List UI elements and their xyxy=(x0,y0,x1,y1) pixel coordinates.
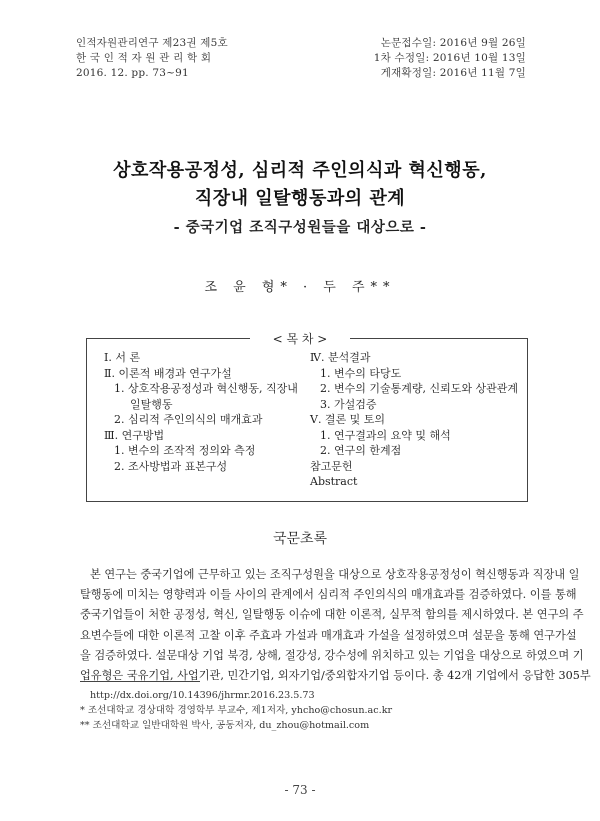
toc-item: 참고문헌 xyxy=(310,459,353,473)
abstract-line: 본 연구는 중국기업에 근무하고 있는 조직구성원을 대상으로 상호작용공정성이 혁신행동과 직장내 일 xyxy=(90,568,580,581)
toc-title: < 목 차 > xyxy=(250,330,350,347)
abstract-line: 요변수들에 대한 이론적 고찰 이후 주효과 가설과 매개효과 가설을 설정하였으며 설문을 통해 연구가설 xyxy=(80,628,577,642)
journal-name: 인적자원관리연구 제23권 제5호 xyxy=(76,37,228,49)
paper-title-line2: 직장내 일탈행동과의 관계 xyxy=(194,188,406,209)
toc-item: 3. 가설검증 xyxy=(320,397,377,411)
submission-dates xyxy=(374,36,526,81)
revised-date: 1차 수정일: 2016년 10월 13일 xyxy=(373,52,526,64)
toc-item: Ⅰ. 서 론 xyxy=(104,351,141,364)
footnote-rule xyxy=(80,681,200,682)
toc-item: 2. 변수의 기술통계량, 신뢰도와 상관관계 xyxy=(320,382,518,395)
toc-left-column xyxy=(104,350,304,474)
footnote-author1: * 조선대학교 경상대학 경영학부 부교수, 제1저자, yhcho@chosun.ac.kr xyxy=(80,705,393,716)
footnote-doi: http://dx.doi.org/10.14396/jhrmr.2016.23.5.73 xyxy=(90,690,315,701)
toc-item: 2. 연구의 한계점 xyxy=(320,444,402,457)
toc-item: Ⅳ. 분석결과 xyxy=(310,351,371,364)
abstract-heading: 국문초록 xyxy=(272,531,328,547)
abstract-line: 업유형은 국유기업, 사업기관, 민간기업, 외자기업/중외합자기업 등이다. 총 42개 기업에서 응답한 305부 xyxy=(80,669,591,683)
page-number: - 73 - xyxy=(284,783,316,797)
toc-item: 일탈행동 xyxy=(130,397,173,411)
toc-item: 1. 변수의 타당도 xyxy=(320,366,402,380)
received-date: 논문접수일: 2016년 9월 26일 xyxy=(380,37,526,49)
abstract-line: 을 검증하였다. 설문대상 기업 북경, 상해, 절강성, 강수성에 위치하고 있는 기업을 대상으로 하였으며 기 xyxy=(80,648,584,662)
toc-item: Ⅴ. 결론 및 토의 xyxy=(310,413,386,426)
toc-item: Ⅱ. 이론적 배경과 연구가설 xyxy=(104,366,232,380)
abstract-body xyxy=(80,565,591,686)
toc-item: 1. 상호작용공정성과 혁신행동, 직장내 xyxy=(114,382,298,395)
toc-item: 1. 변수의 조작적 정의와 측정 xyxy=(114,444,256,457)
toc-right-column xyxy=(310,350,520,490)
paper-subtitle: - 중국기업 조직구성원들을 대상으로 - xyxy=(173,219,427,236)
footnote-author2: ** 조선대학교 일반대학원 박사, 공동저자, du_zhou@hotmail.com xyxy=(80,720,370,731)
toc-item: Ⅲ. 연구방법 xyxy=(104,428,165,442)
toc-item: 1. 연구결과의 요약 및 해석 xyxy=(320,428,451,442)
authors: 조 윤 형* · 두 주** xyxy=(204,280,396,295)
issue-pages: 2016. 12. pp. 73~91 xyxy=(76,67,189,79)
abstract-line: 중국기업들이 처한 공정성, 혁신, 일탈행동 이슈에 대한 이론적, 실무적 함의를 제시하였다. 본 연구의 주 xyxy=(80,608,584,622)
journal-info xyxy=(76,36,228,81)
toc-item: 2. 조사방법과 표본구성 xyxy=(114,459,228,473)
toc-item: Abstract xyxy=(310,475,358,488)
accepted-date: 게재확정일: 2016년 11월 7일 xyxy=(380,67,526,79)
abstract-line: 탈행동에 미치는 영향력과 이들 사이의 관계에서 심리적 주인의식의 매개효과를 검증하였다. 이를 통해 xyxy=(80,588,577,602)
society-name: 한 국 인 적 자 원 관 리 학 회 xyxy=(76,52,212,64)
toc-item: 2. 심리적 주인의식의 매개효과 xyxy=(114,413,263,426)
paper-title-line1: 상호작용공정성, 심리적 주인의식과 혁신행동, xyxy=(113,160,487,181)
